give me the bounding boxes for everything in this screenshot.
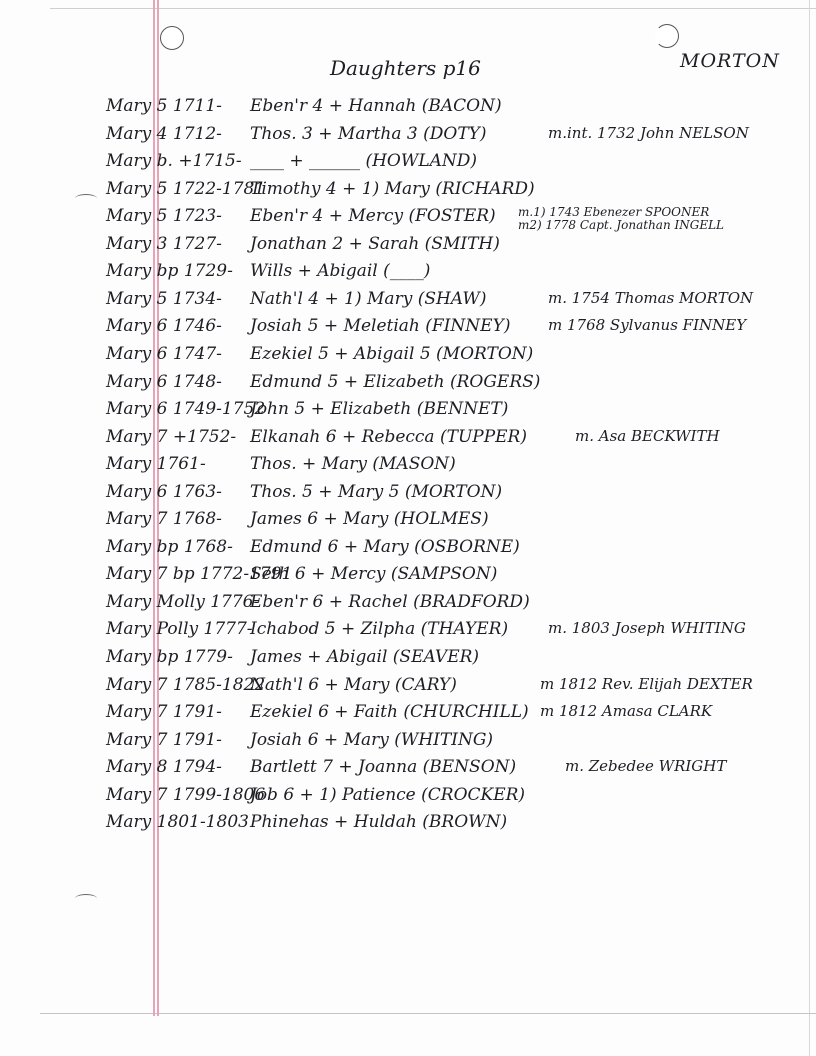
list-item (0, 288, 816, 315)
list-item (0, 649, 816, 673)
punch-hole (655, 24, 679, 48)
entry-parents: James + Abigail (SEAVER) (250, 647, 480, 667)
entry-parents: Wills + Abigail (____) (250, 261, 431, 282)
list-item (0, 233, 816, 260)
entry-parents: Josiah 5 + Meletiah (FINNEY) (250, 316, 511, 337)
entry-marriage-note: m. 1803 Joseph WHITING (548, 619, 746, 638)
list-item (0, 591, 816, 618)
entry-name: Mary 7 1799-1806 (106, 784, 266, 805)
entry-parents: Ezekiel 5 + Abigail 5 (MORTON) (250, 343, 534, 364)
list-item (0, 98, 816, 122)
entry-name: Mary 8 1794- (106, 757, 222, 778)
entry-name: Mary 6 1746- (106, 316, 222, 337)
punch-hole-mark (75, 894, 97, 903)
entry-name: Mary 1801-1803 (106, 812, 249, 833)
entry-name: Mary 5 1723- (106, 206, 222, 227)
list-item (0, 674, 816, 701)
entry-parents: Thos. 5 + Mary 5 (MORTON) (250, 481, 503, 502)
list-item (0, 814, 816, 838)
entry-parents: Nath'l 4 + 1) Mary (SHAW) (250, 288, 487, 309)
entry-parents: Ezekiel 6 + Faith (CHURCHILL) (250, 702, 529, 723)
entry-name: Mary 6 1747- (106, 343, 222, 364)
entry-marriage-note: m. Zebedee WRIGHT (565, 757, 727, 776)
list-item (0, 178, 816, 205)
list-item (0, 536, 816, 563)
entry-name: Mary 5 1722-1781 (106, 178, 266, 199)
entry-name: Mary b. +1715- (106, 151, 242, 172)
list-item (0, 205, 816, 233)
entry-parents: John 5 + Elizabeth (BENNET) (250, 399, 509, 420)
entry-parents: Thos. 3 + Martha 3 (DOTY) (250, 123, 487, 144)
list-item (0, 704, 816, 728)
list-item (0, 729, 816, 756)
entry-name: Mary 7 1768- (106, 509, 222, 530)
list-item (0, 566, 816, 590)
entry-marriage-note: m 1812 Amasa CLARK (540, 702, 713, 721)
list-item (0, 456, 816, 480)
page-title: Daughters p16 (330, 56, 481, 80)
list-item (0, 481, 816, 508)
list-item (0, 426, 816, 453)
entry-name: Mary 7 +1752- (106, 426, 237, 447)
entry-parents: Edmund 6 + Mary (OSBORNE) (250, 536, 520, 557)
surname-heading: MORTON (680, 50, 780, 72)
entry-marriage-note: m.int. 1732 John NELSON (548, 123, 749, 142)
list-item (0, 263, 816, 287)
entry-marriage-note: m. Asa BECKWITH (575, 426, 720, 445)
list-item (0, 759, 816, 783)
entry-parents: Nath'l 6 + Mary (CARY) (250, 674, 457, 695)
list-item (0, 401, 816, 425)
entry-name: Mary 6 1749-1752 (106, 399, 266, 420)
entry-name: Mary 5 1734- (106, 288, 222, 309)
entry-parents: Seth 6 + Mercy (SAMPSON) (250, 564, 498, 585)
page-top-edge (50, 0, 816, 9)
entry-marriage-note: m.1) 1743 Ebenezer SPOONER (518, 205, 710, 220)
list-item (0, 123, 816, 150)
entry-marriage-note: m 1768 Sylvanus FINNEY (548, 316, 747, 335)
entry-parents: Eben'r 6 + Rachel (BRADFORD) (250, 591, 530, 612)
entry-name: Mary bp 1729- (106, 261, 233, 282)
entry-name: Mary Molly 1776- (106, 591, 260, 612)
entry-name: Mary 4 1712- (106, 123, 222, 144)
entry-parents: Phinehas + Huldah (BROWN) (250, 812, 508, 833)
entry-name: Mary 7 1785-1822 (106, 674, 266, 695)
entry-parents: ____ + ______ (HOWLAND) (250, 151, 478, 172)
punch-hole (160, 26, 184, 50)
entry-marriage-note: m. 1754 Thomas MORTON (548, 288, 754, 307)
entry-name: Mary 1761- (106, 454, 206, 475)
entry-marriage-note-second: m2) 1778 Capt. Jonathan INGELL (518, 218, 725, 233)
entry-marriage-note: m 1812 Rev. Elijah DEXTER (540, 674, 753, 693)
entry-parents: James 6 + Mary (HOLMES) (250, 509, 489, 530)
entry-name: Mary bp 1768- (106, 536, 233, 557)
entry-parents: Bartlett 7 + Joanna (BENSON) (250, 757, 517, 778)
entry-name: Mary 3 1727- (106, 233, 222, 254)
list-item (0, 318, 816, 342)
entry-parents: Timothy 4 + 1) Mary (RICHARD) (250, 178, 535, 199)
list-item (0, 371, 816, 398)
entry-parents: Josiah 6 + Mary (WHITING) (250, 729, 494, 750)
entry-name: Mary 7 1791- (106, 702, 222, 723)
entry-parents: Jonathan 2 + Sarah (SMITH) (250, 233, 500, 254)
entry-parents: Job 6 + 1) Patience (CROCKER) (250, 784, 526, 805)
entry-name: Mary 7 bp 1772-1791 (106, 564, 293, 585)
list-item (0, 511, 816, 535)
entry-parents: Eben'r 4 + Hannah (BACON) (250, 96, 502, 116)
entry-name: Mary bp 1779- (106, 647, 233, 667)
entry-name: Mary 6 1748- (106, 371, 222, 392)
entry-name: Mary 6 1763- (106, 481, 222, 502)
list-item (0, 784, 816, 811)
list-item (0, 343, 816, 370)
entry-parents: Edmund 5 + Elizabeth (ROGERS) (250, 371, 541, 392)
entry-parents: Thos. + Mary (MASON) (250, 454, 456, 475)
entry-name: Mary 7 1791- (106, 729, 222, 750)
entry-name: Mary Polly 1777- (106, 619, 253, 640)
list-item (0, 153, 816, 177)
list-item (0, 621, 816, 645)
entry-parents: Ichabod 5 + Zilpha (THAYER) (250, 619, 509, 640)
entry-parents: Elkanah 6 + Rebecca (TUPPER) (250, 426, 527, 447)
entry-parents: Eben'r 4 + Mercy (FOSTER) (250, 206, 496, 227)
entry-name: Mary 5 1711- (106, 96, 222, 116)
